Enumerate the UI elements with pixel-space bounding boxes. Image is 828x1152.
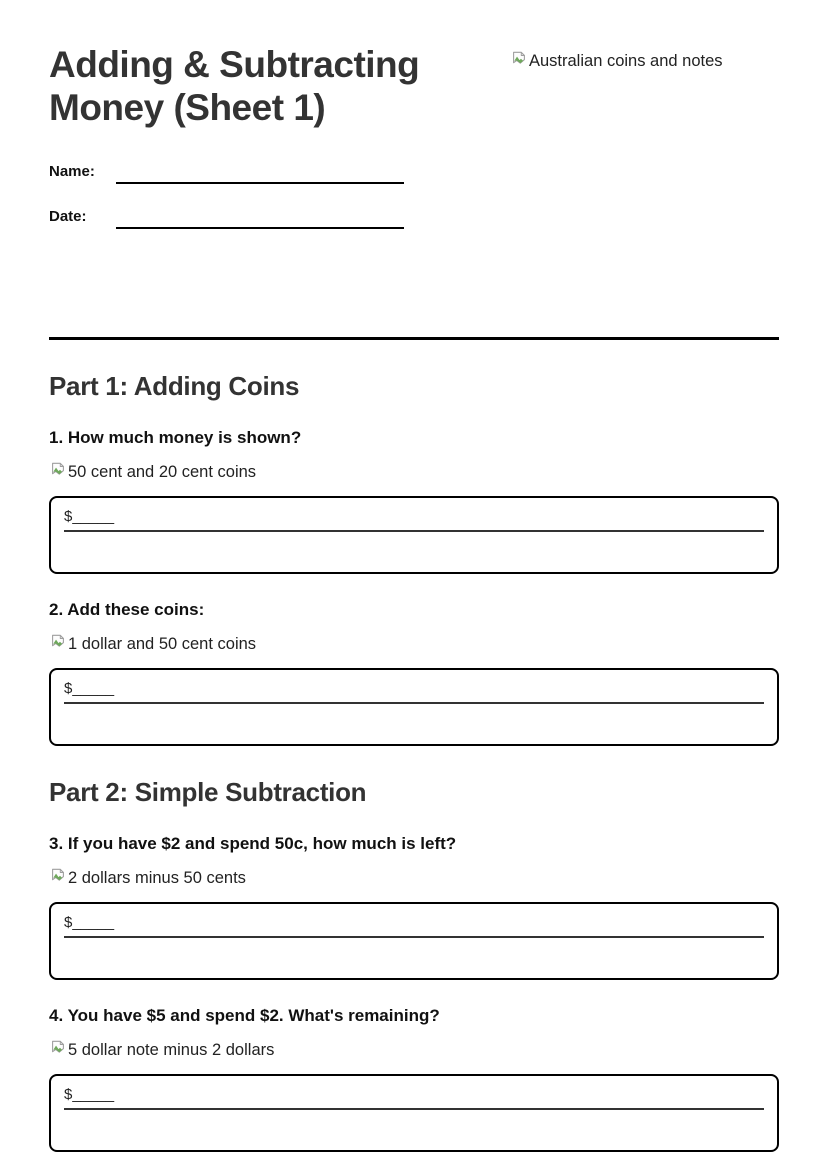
question-2-answer-line: $_____ xyxy=(64,680,764,704)
question-3 xyxy=(49,833,779,980)
question-2 xyxy=(49,599,779,746)
date-label: Date: xyxy=(49,207,87,225)
student-fields xyxy=(49,160,779,229)
question-4 xyxy=(49,1005,779,1152)
broken-image-icon xyxy=(49,1040,67,1058)
worksheet-header xyxy=(49,44,779,130)
name-label: Name: xyxy=(49,162,95,180)
section-heading-part-1: Part 1: Adding Coins xyxy=(49,370,300,401)
question-1-image-alt-text: 50 cent and 20 cent coins xyxy=(68,462,257,481)
question-2-image-alt-text: 1 dollar and 50 cent coins xyxy=(68,634,257,653)
broken-image-icon xyxy=(49,868,67,886)
question-4-answer-box xyxy=(49,1074,779,1152)
question-1-answer-box xyxy=(49,496,779,574)
name-write-line xyxy=(116,160,404,184)
question-1 xyxy=(49,427,779,574)
section-heading-part-2: Part 2: Simple Subtraction xyxy=(49,776,367,807)
broken-image-icon xyxy=(49,634,67,652)
question-1-image-fallback xyxy=(49,461,779,483)
page-title: Adding & Subtracting Money (Sheet 1) xyxy=(49,44,420,128)
question-4-prompt: 4. You have $5 and spend $2. What's remaining? xyxy=(49,1005,440,1025)
section-divider xyxy=(49,337,779,340)
question-3-image-alt-text: 2 dollars minus 50 cents xyxy=(68,868,246,887)
question-1-answer-line: $_____ xyxy=(64,508,764,532)
date-field-row xyxy=(49,205,779,229)
question-3-image-fallback xyxy=(49,867,779,889)
broken-image-icon xyxy=(49,462,67,480)
header-image-alt-text: Australian coins and notes xyxy=(529,52,723,70)
question-3-prompt: 3. If you have $2 and spend 50c, how much is left? xyxy=(49,833,457,853)
question-4-image-fallback xyxy=(49,1039,779,1061)
question-1-prompt: 1. How much money is shown? xyxy=(49,427,302,447)
broken-image-icon xyxy=(510,51,528,69)
question-3-answer-box xyxy=(49,902,779,980)
question-4-answer-line: $_____ xyxy=(64,1086,764,1110)
header-image-fallback xyxy=(510,44,723,72)
name-field-row xyxy=(49,160,779,184)
date-write-line xyxy=(116,205,404,229)
question-2-prompt: 2. Add these coins: xyxy=(49,599,205,619)
question-4-image-alt-text: 5 dollar note minus 2 dollars xyxy=(68,1040,275,1059)
question-2-image-fallback xyxy=(49,633,779,655)
question-3-answer-line: $_____ xyxy=(64,914,764,938)
question-2-answer-box xyxy=(49,668,779,746)
